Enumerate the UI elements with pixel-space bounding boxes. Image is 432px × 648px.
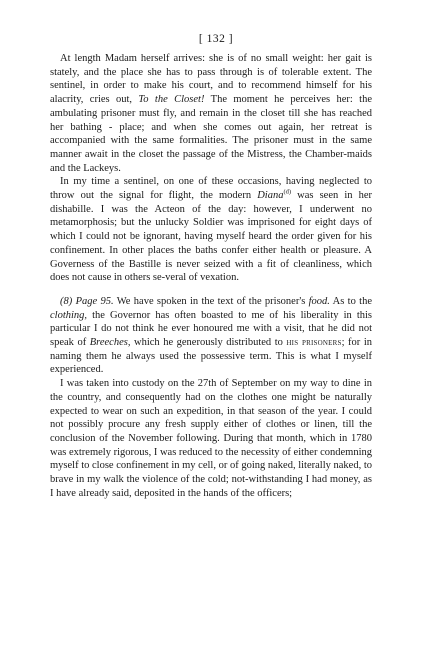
- text-run: ; for in naming them he always used the possessive term. This is what I myself experienced.: [50, 337, 372, 376]
- text-run: As to the: [329, 295, 372, 307]
- text-run: was seen in her dishabille. I was the Acteon of the day: however, I underwent no metamorphosis; but the unlucky Soldier was imprisoned for eight days of which I could not be ignorant, having myself heard the order given for his confinement. In other places the baths confer either health or pleasure. A Governess of the Bastille is never seized with a fit of cleanliness, which does not cause in others se-veral of vexation.: [50, 190, 373, 284]
- paragraph: [50, 377, 372, 500]
- paragraph: [50, 175, 372, 285]
- italic-run: To the Closet!: [138, 94, 205, 106]
- italic-run: food.: [308, 295, 330, 307]
- note-paragraph: [50, 295, 372, 377]
- text-run: At length Madam herself arrives: she is of no small weight: her gait is stately, and the place she has to pass through is of tolerable extent. The sentinel, in order to make his court, and to recommend himself for his alacrity, cries out,: [50, 53, 372, 106]
- text-run: the Governor has often boasted to me of his liberality in this particular I do not think he ever honoured me with a visit, that he did not speak of: [50, 309, 372, 349]
- paragraph: [50, 52, 372, 175]
- footnote-marker: (d): [283, 188, 292, 196]
- text-run: I was taken into custody on the 27th of September on my way to dine in the country, and consequently had on the clothes one might be naturally expected to wear on such an expedition, in that season of the year. I could not possibly procure any fresh supply either of clothes or linen, till the conclusion of the November following. During that month, which in 1780 was extremely rigorous, I was reduced to the necessity of either condemning myself to close confinement in my cell, or of going naked, literally naked, to brave in my walk the violence of the cold; not-withstanding I had money, as I have already said, deposited in the hands of the officers;: [50, 378, 372, 499]
- small-caps-run: his prisoners: [286, 337, 342, 349]
- text-run: In my time a sentinel, on one of these occasions, having neglected to throw out the signal for flight, the modern: [50, 176, 372, 202]
- text-run: which he generously distributed to: [130, 337, 287, 349]
- italic-run: clothing,: [50, 309, 88, 321]
- text-run: The moment he perceives her: the ambulating prisoner must fly, and remain in the closet till she has reached her bathing - place; and when she comes out again, her retreat is accompanied with the same formalities. The prisoner must in the same manner await in the closet the passage of the Mistress, the Chamber-maids and the Lackeys.: [50, 94, 372, 174]
- italic-run: Breeches,: [89, 337, 131, 349]
- body-text: [50, 52, 372, 501]
- italic-run: Diana: [257, 190, 284, 202]
- text-run: We have spoken in the text of the prisoner's: [113, 295, 309, 307]
- note-reference: (8) Page 95.: [60, 295, 114, 307]
- page-number: [ 132 ]: [198, 33, 234, 45]
